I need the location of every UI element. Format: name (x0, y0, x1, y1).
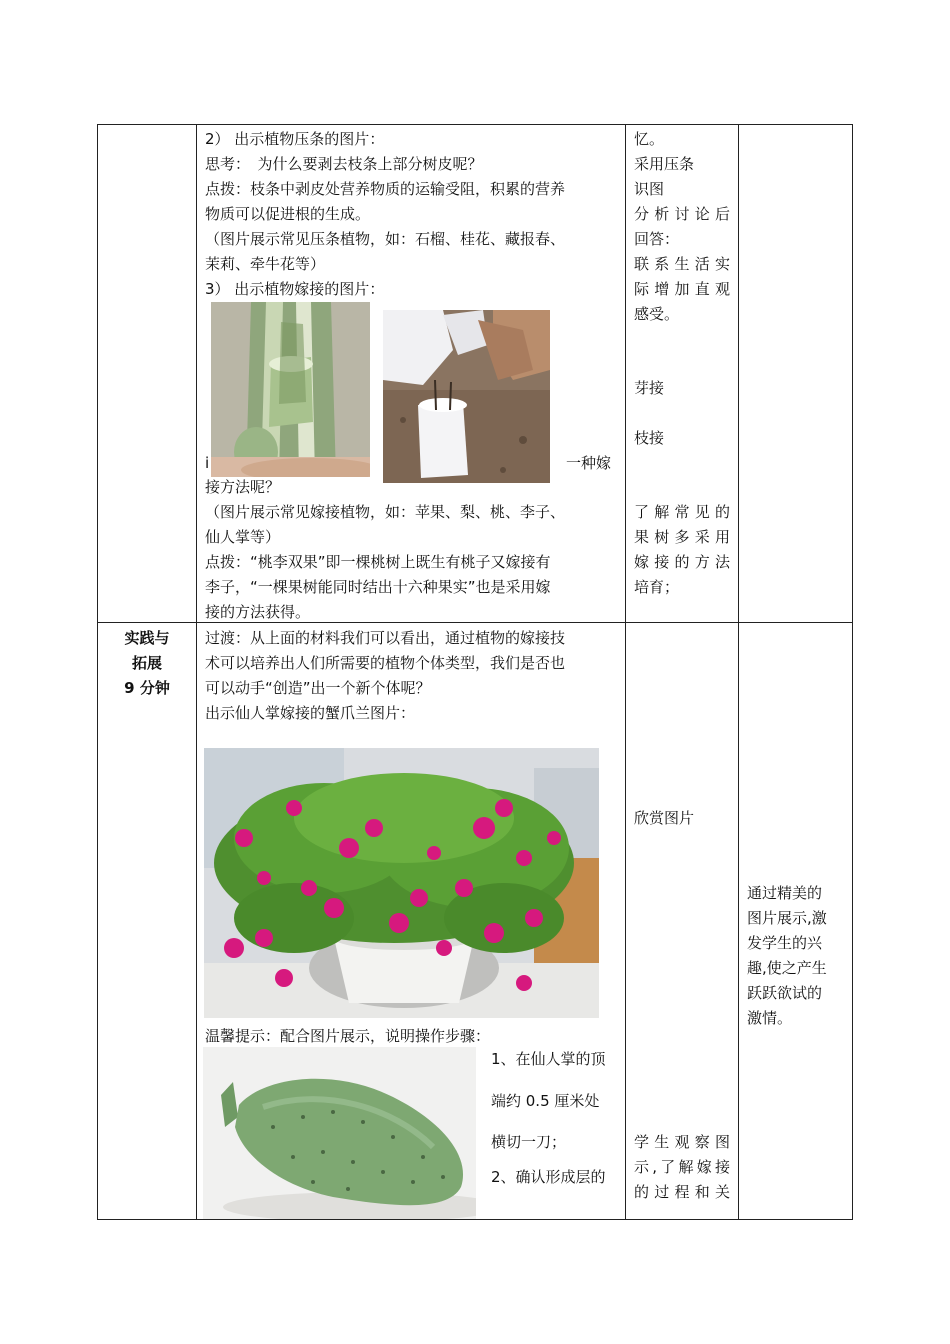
student-activity-3: 识图 (634, 180, 665, 198)
christmas-cactus-image (204, 748, 599, 1018)
christmas-cactus-photo (204, 748, 599, 1018)
appreciate-pictures: 欣赏图片 (634, 809, 695, 827)
grafting-heading: 3） 出示植物嫁接的图片： (205, 280, 385, 298)
section-duration: 9 分钟 (124, 679, 170, 697)
step-1-line-2: 端约 0.5 厘米处 (491, 1092, 600, 1110)
student-activity-5: 回答： (634, 230, 680, 248)
bud-grafting-label: 芽接 (634, 379, 665, 397)
student-activity-10: 果树多采用 (634, 528, 730, 546)
grafting-plants-line-2: 仙人掌等） (205, 528, 281, 546)
design-intent-line-6: 激情。 (747, 1009, 793, 1027)
cactus-pad-image (203, 1047, 476, 1219)
grafting-question-start: i (205, 454, 210, 472)
transition-line-2: 术可以培养出人们所需要的植物个体类型，我们是否也 (205, 654, 566, 672)
observe-line-3: 的过程和关 (634, 1183, 730, 1201)
design-intent-line-3: 发学生的兴 (747, 934, 823, 952)
student-activity-4: 分析讨论后 (634, 205, 730, 223)
student-activity-1: 忆。 (634, 130, 665, 148)
step-1-line-1: 1、在仙人掌的顶 (491, 1050, 606, 1068)
design-intent-line-2: 图片展示,激 (747, 909, 827, 927)
design-intent-line-1: 通过精美的 (747, 884, 823, 902)
think-question: 思考： 为什么要剥去枝条上部分树皮呢？ (205, 155, 483, 173)
branch-grafting-photo (383, 310, 550, 483)
grafting-question-end: 一种嫁 (566, 454, 612, 472)
peach-plum-hint-line-2: 李子，“一棵果树能同时结出十六种果实”也是采用嫁 (205, 578, 551, 596)
branch-grafting-image (383, 310, 550, 483)
tips-line: 温馨提示：配合图片展示，说明操作步骤： (205, 1027, 491, 1045)
step-2-line-1: 2、确认形成层的 (491, 1168, 606, 1186)
hint-line-1: 点拨：枝条中剥皮处营养物质的运输受阻，积累的营养 (205, 180, 566, 198)
peach-plum-hint-line-1: 点拨：“桃李双果”即一棵桃树上既生有桃子又嫁接有 (205, 553, 551, 571)
layering-plants-line-1: （图片展示常见压条植物，如：石榴、桂花、藏报春、 (205, 230, 566, 248)
cactus-pad-photo (203, 1047, 476, 1219)
column-divider-2 (625, 124, 626, 1220)
step-1-line-3: 横切一刀； (491, 1133, 567, 1151)
grafting-plants-line-1: （图片展示常见嫁接植物，如：苹果、梨、桃、李子、 (205, 503, 566, 521)
observe-line-1: 学生观察图 (634, 1133, 730, 1151)
design-intent-line-4: 趣,使之产生 (747, 959, 827, 977)
table-bottom-border (97, 1219, 853, 1220)
bud-grafting-image (211, 302, 370, 477)
table-top-border (97, 124, 853, 125)
student-activity-6: 联系生活实 (634, 255, 730, 273)
branch-grafting-label: 枝接 (634, 429, 665, 447)
student-activity-12: 培育； (634, 578, 680, 596)
cactus-grafting-intro: 出示仙人掌嫁接的蟹爪兰图片： (205, 704, 416, 722)
student-activity-2: 采用压条 (634, 155, 695, 173)
student-activity-9: 了解常见的 (634, 503, 730, 521)
hint-line-2: 物质可以促进根的生成。 (205, 205, 371, 223)
layering-plants-line-2: 茉莉、牵牛花等） (205, 255, 326, 273)
transition-line-1: 过渡：从上面的材料我们可以看出，通过植物的嫁接技 (205, 629, 566, 647)
transition-line-3: 可以动手“创造”出一个新个体呢？ (205, 679, 431, 697)
column-divider-3 (738, 124, 739, 1220)
design-intent-line-5: 跃跃欲试的 (747, 984, 823, 1002)
section-title-line-1: 实践与 (124, 629, 170, 647)
section-title-line-2: 拓展 (131, 654, 162, 672)
student-activity-11: 嫁接的方法 (634, 553, 730, 571)
observe-line-2: 示,了解嫁接 (634, 1158, 730, 1176)
table-right-border (852, 124, 853, 1220)
bud-grafting-photo (211, 302, 370, 477)
grafting-question-line-2: 接方法呢？ (205, 478, 281, 496)
student-activity-7: 际增加直观 (634, 280, 730, 298)
student-activity-8: 感受。 (634, 305, 680, 323)
peach-plum-hint-line-3: 接的方法获得。 (205, 603, 311, 621)
layering-heading: 2） 出示植物压条的图片： (205, 130, 385, 148)
